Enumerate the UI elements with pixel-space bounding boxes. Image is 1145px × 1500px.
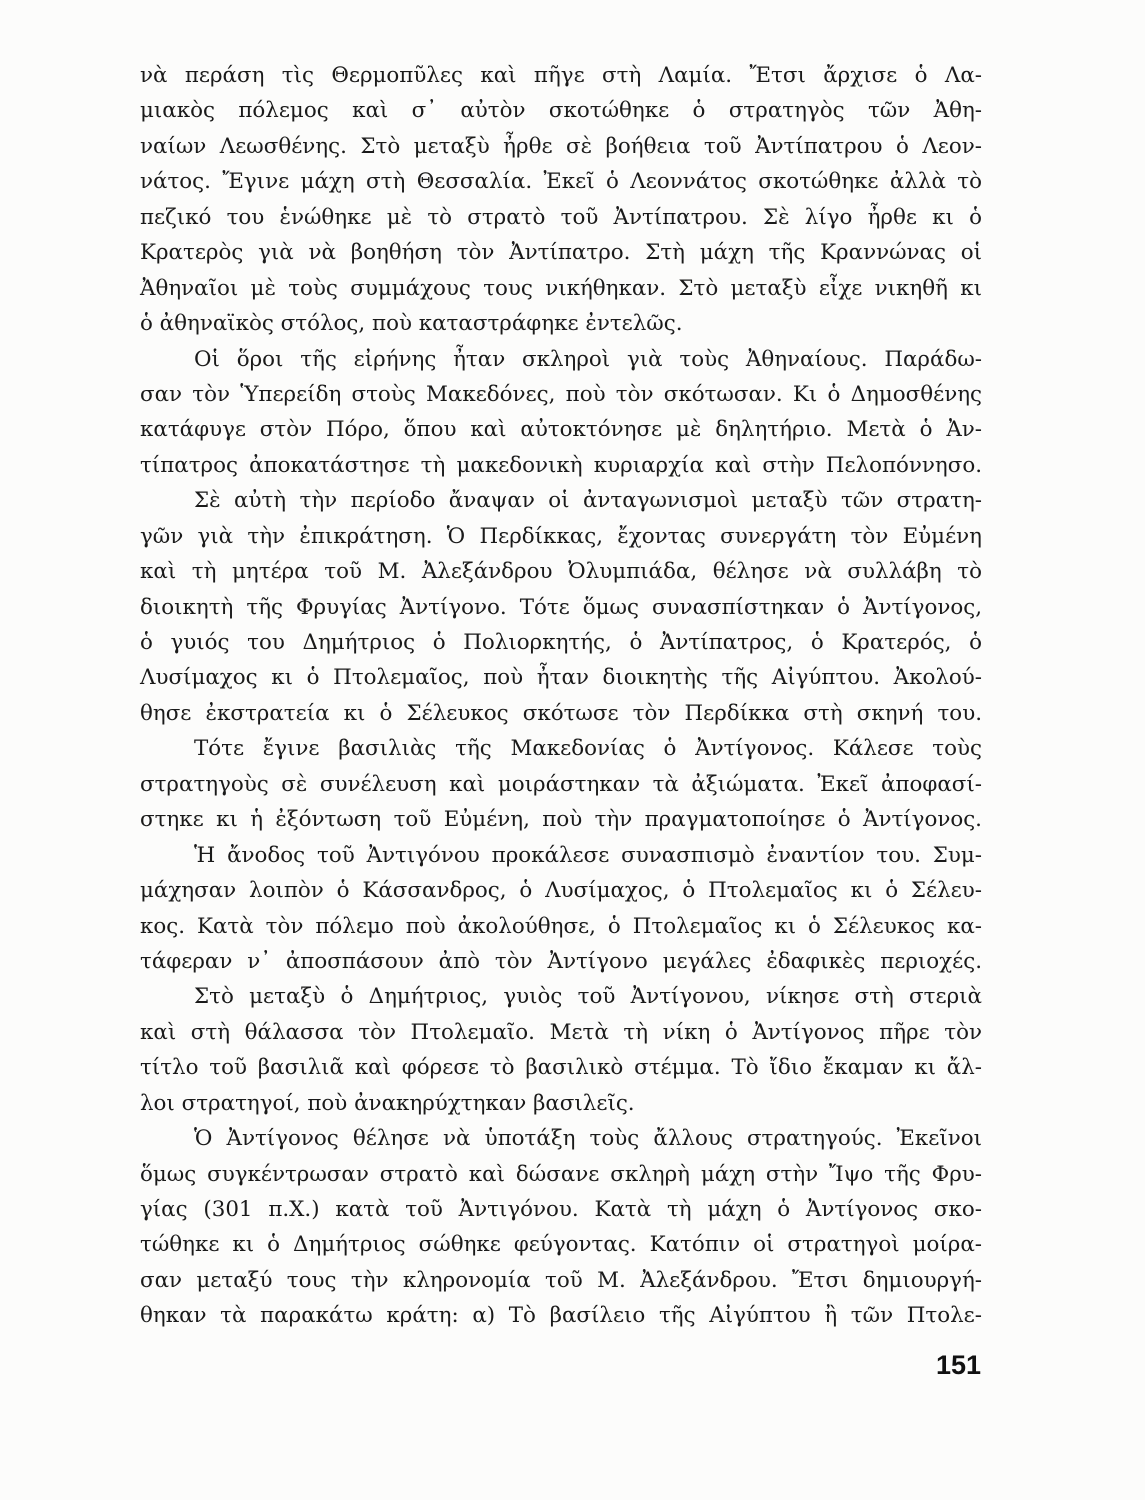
text-line: Σὲ αὐτὴ τὴν περίοδο ἄναψαν οἱ ἀνταγωνισμοὶ μεταξὺ τῶν στρατη- <box>194 488 982 514</box>
text-line: σαν μεταξύ τους τὴν κληρονομία τοῦ Μ. Ἀλεξάνδρου. Ἔτσι δημιουργή- <box>140 1267 982 1293</box>
text-line: μιακὸς πόλεμος καὶ σ᾽ αὐτὸν σκοτώθηκε ὁ στρατηγὸς τῶν Ἀθη- <box>140 98 982 124</box>
text-line: τίτλο τοῦ βασιλιᾶ καὶ φόρεσε τὸ βασιλικὸ στέμμα. Τὸ ἴδιο ἔκαμαν κι ἄλ- <box>140 1055 982 1081</box>
text-line: τίπατρος ἀποκατάστησε τὴ μακεδονικὴ κυριαρχία καὶ στὴν Πελοπόννησο. <box>140 452 982 478</box>
text-line: λοι στρατηγοί, ποὺ ἀνακηρύχτηκαν βασιλεῖς. <box>140 1090 635 1116</box>
text-line: Ἀθηναῖοι μὲ τοὺς συμμάχους τους νικήθηκαν. Στὸ μεταξὺ εἶχε νικηθῆ κι <box>140 275 982 301</box>
text-line: Κρατερὸς γιὰ νὰ βοηθήση τὸν Ἀντίπατρο. Στὴ μάχη τῆς Κραννώνας οἱ <box>140 240 982 266</box>
body-text <box>140 58 982 1334</box>
text-line: ὁ ἀθηναϊκὸς στόλος, ποὺ καταστράφηκε ἐντελῶς. <box>140 311 683 337</box>
text-line: θηκαν τὰ παρακάτω κράτη: α) Τὸ βασίλειο τῆς Αἰγύπτου ἢ τῶν Πτολε- <box>140 1303 982 1329</box>
text-line: γίας (301 π.Χ.) κατὰ τοῦ Ἀντιγόνου. Κατὰ τὴ μάχη ὁ Ἀντίγονος σκο- <box>140 1197 982 1222</box>
text-line: τάφεραν ν᾽ ἀποσπάσουν ἀπὸ τὸν Ἀντίγονο μεγάλες ἐδαφικὲς περιοχές. <box>140 948 982 974</box>
text-line: θησε ἐκστρατεία κι ὁ Σέλευκος σκότωσε τὸν Περδίκκα στὴ σκηνή του. <box>140 700 982 726</box>
text-line: διοικητὴ τῆς Φρυγίας Ἀντίγονο. Τότε ὅμως συνασπίστηκαν ὁ Ἀντίγονος, <box>140 594 982 620</box>
text-line: Στὸ μεταξὺ ὁ Δημήτριος, γυιὸς τοῦ Ἀντίγονου, νίκησε στὴ στεριὰ <box>194 984 982 1010</box>
text-line: καὶ τὴ μητέρα τοῦ Μ. Ἀλεξάνδρου Ὀλυμπιάδα, θέλησε νὰ συλλάβη τὸ <box>140 559 982 585</box>
text-line: ναίων Λεωσθένης. Στὸ μεταξὺ ἦρθε σὲ βοήθεια τοῦ Ἀντίπατρου ὁ Λεον- <box>140 133 982 159</box>
text-line: γῶν γιὰ τὴν ἐπικράτηση. Ὁ Περδίκκας, ἔχοντας συνεργάτη τὸν Εὐμένη <box>140 523 982 549</box>
text-line: Οἱ ὅροι τῆς εἰρήνης ἦταν σκληροὶ γιὰ τοὺς Ἀθηναίους. Παράδω- <box>194 346 982 372</box>
text-line: μάχησαν λοιπὸν ὁ Κάσσανδρος, ὁ Λυσίμαχος, ὁ Πτολεμαῖος κι ὁ Σέλευ- <box>140 878 982 904</box>
text-line: νάτος. Ἔγινε μάχη στὴ Θεσσαλία. Ἐκεῖ ὁ Λεοννάτος σκοτώθηκε ἀλλὰ τὸ <box>140 169 982 195</box>
text-line: τώθηκε κι ὁ Δημήτριος σώθηκε φεύγοντας. Κατόπιν οἱ στρατηγοὶ μοίρα- <box>140 1232 982 1258</box>
text-line: Λυσίμαχος κι ὁ Πτολεμαῖος, ποὺ ἦταν διοικητὴς τῆς Αἰγύπτου. Ἀκολού- <box>140 665 982 691</box>
text-line: κος. Κατὰ τὸν πόλεμο ποὺ ἀκολούθησε, ὁ Πτολεμαῖος κι ὁ Σέλευκος κα- <box>140 913 982 939</box>
text-line: καὶ στὴ θάλασσα τὸν Πτολεμαῖο. Μετὰ τὴ νίκη ὁ Ἀντίγονος πῆρε τὸν <box>140 1019 982 1045</box>
text-line: κατάφυγε στὸν Πόρο, ὅπου καὶ αὐτοκτόνησε μὲ δηλητήριο. Μετὰ ὁ Ἀν- <box>140 417 982 443</box>
text-line: Τότε ἔγινε βασιλιὰς τῆς Μακεδονίας ὁ Ἀντίγονος. Κάλεσε τοὺς <box>194 736 982 762</box>
text-line: στηκε κι ἡ ἐξόντωση τοῦ Εὐμένη, ποὺ τὴν πραγματοποίησε ὁ Ἀντίγονος. <box>140 807 982 833</box>
text-line: ὁ γυιός του Δημήτριος ὁ Πολιορκητής, ὁ Ἀντίπατρος, ὁ Κρατερός, ὁ <box>140 630 982 655</box>
text-line: πεζικό του ἑνώθηκε μὲ τὸ στρατὸ τοῦ Ἀντίπατρου. Σὲ λίγο ἦρθε κι ὁ <box>140 204 982 230</box>
text-line: νὰ περάση τὶς Θερμοπῦλες καὶ πῆγε στὴ Λαμία. Ἔτσι ἄρχισε ὁ Λα- <box>140 63 982 88</box>
page-number: 151 <box>936 1350 982 1380</box>
text-line: ὅμως συγκέντρωσαν στρατὸ καὶ δώσανε σκληρὴ μάχη στὴν Ἴψο τῆς Φρυ- <box>140 1161 982 1187</box>
text-line: στρατηγοὺς σὲ συνέλευση καὶ μοιράστηκαν τὰ ἀξιώματα. Ἐκεῖ ἀποφασί- <box>140 771 982 797</box>
text-line: σαν τὸν Ὑπερείδη στοὺς Μακεδόνες, ποὺ τὸν σκότωσαν. Κι ὁ Δημοσθένης <box>140 381 982 407</box>
text-line: Ὁ Ἀντίγονος θέλησε νὰ ὑποτάξη τοὺς ἄλλους στρατηγούς. Ἐκεῖνοι <box>194 1126 982 1152</box>
text-line: Ἡ ἄνοδος τοῦ Ἀντιγόνου προκάλεσε συνασπισμὸ ἐναντίον του. Συμ- <box>194 842 982 868</box>
